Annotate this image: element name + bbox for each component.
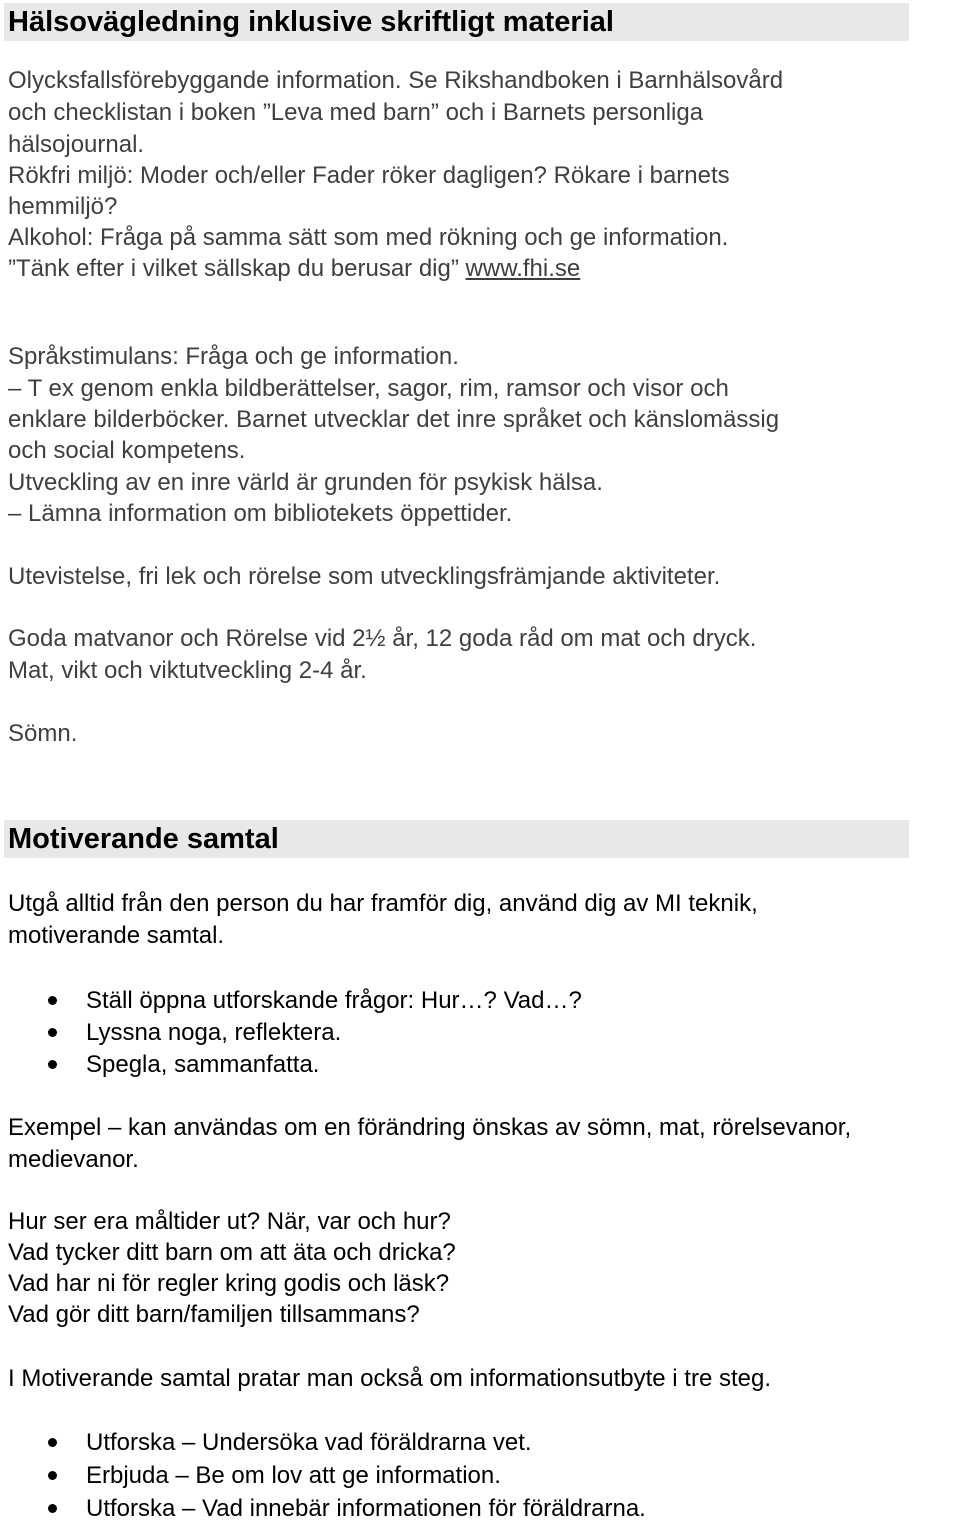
list-item: Ställ öppna utforskande frågor: Hur…? Vad…?: [86, 987, 582, 1014]
food-line: Goda matvanor och Rörelse vid 2½ år, 12 goda råd om mat och dryck.: [8, 625, 757, 652]
paragraph-line: och checklistan i boken ”Leva med barn” och i Barnets personliga: [8, 99, 704, 126]
paragraph-line: och social kompetens.: [8, 437, 246, 464]
paragraph-line: Olycksfallsförebyggande information. Se Rikshandboken i Barnhälsovård: [8, 67, 784, 94]
bullet-icon: [48, 1471, 57, 1480]
paragraph-line: enklare bilderböcker. Barnet utvecklar det inre språket och känslomässig: [8, 406, 780, 433]
bullet-icon: [48, 1028, 57, 1037]
question-line: Vad har ni för regler kring godis och läsk?: [8, 1270, 450, 1297]
alcohol-line: [8, 253, 580, 285]
intro-line: motiverande samtal.: [8, 922, 225, 949]
fhi-link[interactable]: www.fhi.se: [465, 255, 581, 282]
list-item: Utforska – Vad innebär informationen för föräldrarna.: [86, 1495, 646, 1522]
question-line: Hur ser era måltider ut? När, var och hur?: [8, 1208, 451, 1235]
example-line: medievanor.: [8, 1146, 139, 1173]
section-heading-halsovagledning: Hälsovägledning inklusive skriftligt material: [4, 3, 909, 41]
bullet-icon: [48, 996, 57, 1005]
alcohol-quote: ”Tänk efter i vilket sällskap du berusar dig”: [8, 255, 459, 282]
intro-line: Utgå alltid från den person du har framför dig, använd dig av MI teknik,: [8, 890, 758, 917]
paragraph-line: hälsojournal.: [8, 131, 145, 158]
bullet-icon: [48, 1060, 57, 1069]
paragraph-line: – T ex genom enkla bildberättelser, sagor, rim, ramsor och visor och: [8, 375, 729, 402]
paragraph-line: hemmiljö?: [8, 193, 118, 220]
bullet-icon: [48, 1438, 57, 1447]
info-exchange-line: I Motiverande samtal pratar man också om informationsutbyte i tre steg.: [8, 1365, 771, 1392]
paragraph-line: Rökfri miljö: Moder och/eller Fader röker dagligen? Rökare i barnets: [8, 162, 730, 189]
question-line: Vad tycker ditt barn om att äta och dricka?: [8, 1239, 456, 1266]
list-item: Lyssna noga, reflektera.: [86, 1019, 342, 1046]
paragraph-line: Språkstimulans: Fråga och ge information.: [8, 343, 459, 370]
sleep-line: Sömn.: [8, 720, 78, 747]
section-heading-motiverande-samtal: Motiverande samtal: [4, 820, 909, 858]
example-line: Exempel – kan användas om en förändring önskas av sömn, mat, rörelsevanor,: [8, 1114, 852, 1141]
paragraph-line: Alkohol: Fråga på samma sätt som med rökning och ge information.: [8, 224, 729, 251]
paragraph-line: – Lämna information om bibliotekets öppettider.: [8, 500, 513, 527]
list-item: Spegla, sammanfatta.: [86, 1051, 320, 1078]
food-line: Mat, vikt och viktutveckling 2-4 år.: [8, 657, 367, 684]
outdoor-line: Utevistelse, fri lek och rörelse som utvecklingsfrämjande aktiviteter.: [8, 563, 721, 590]
question-line: Vad gör ditt barn/familjen tillsammans?: [8, 1301, 420, 1328]
list-item: Utforska – Undersöka vad föräldrarna vet.: [86, 1429, 532, 1456]
bullet-icon: [48, 1504, 57, 1513]
paragraph-line: Utveckling av en inre värld är grunden för psykisk hälsa.: [8, 469, 603, 496]
list-item: Erbjuda – Be om lov att ge information.: [86, 1462, 501, 1489]
